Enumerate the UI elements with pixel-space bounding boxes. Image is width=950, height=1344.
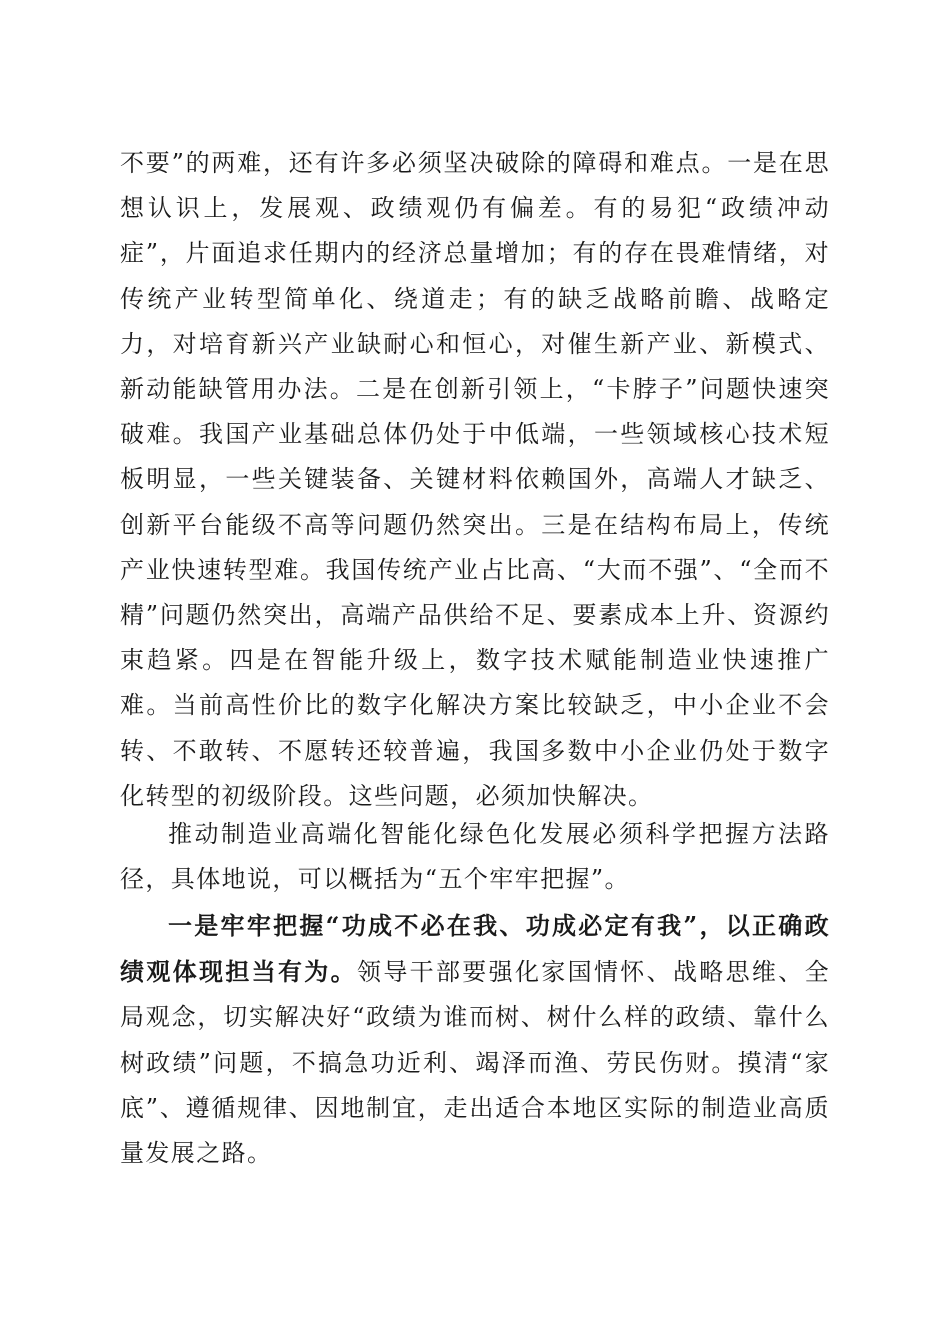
paragraph-problems: 不要”的两难，还有许多必须坚决破除的障碍和难点。一是在思想认识上，发展观、政绩观仍有偏差。有的易犯“政绩冲动症”，片面追求任期内的经济总量增加；有的存在畏难情绪，对传统产业转型简单化、绕道走；有的缺乏战略前瞻、战略定力，对培育新兴产业缺耐心和恒心，对催生新产业、新模式、新动能缺管用办法。二是在创新引领上，“卡脖子”问题快速突破难。我国产业基础总体仍处于中低端，一些领域核心技术短板明显，一些关键装备、关键材料依赖国外，高端人才缺乏、创新平台能级不高等问题仍然突出。三是在结构布局上，传统产业快速转型难。我国传统产业占比高、“大而不强”、“全而不精”问题仍然突出，高端产品供给不足、要素成本上升、资源约束趋紧。四是在智能升级上，数字技术赋能制造业快速推广难。当前高性价比的数字化解决方案比较缺乏，中小企业不会转、不敢转、不愿转还较普遍，我国多数中小企业仍处于数字化转型的初级阶段。这些问题，必须加快解决。 <box>120 149 830 810</box>
paragraph-method-intro: 推动制造业高端化智能化绿色化发展必须科学把握方法路径，具体地说，可以概括为“五个牢牢把握”。 <box>120 820 830 894</box>
paragraph-body-text: 领导干部要强化家国情怀、战略思维、全局观念，切实解决好“政绩为谁而树、树什么样的政绩、靠什么树政绩”问题，不搞急功近利、竭泽而渔、劳民伤财。摸清“家底”、遵循规律、因地制宜，走出适合本地区实际的制造业高质量发展之路。 <box>120 958 830 1168</box>
paragraph-lead-heading: 一是牢牢把握“功成不必在我、功成必定有我”，以正确政绩观体现担当有为。 <box>120 911 830 987</box>
paragraph-first-principle <box>120 903 830 1176</box>
